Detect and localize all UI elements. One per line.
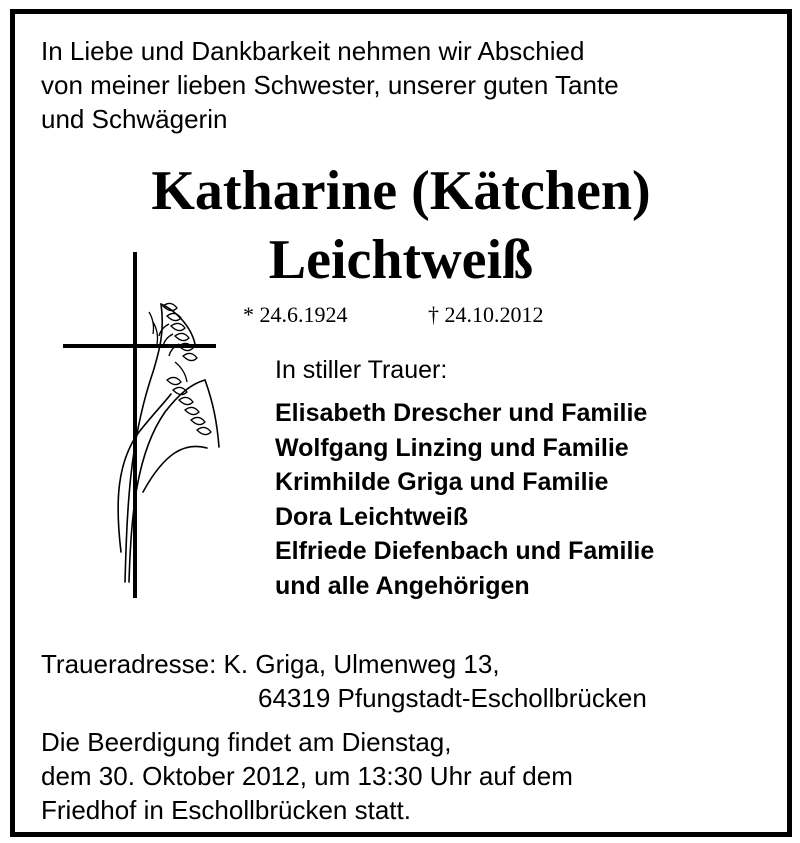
- mourner-list: [275, 396, 654, 603]
- funeral-line: dem 30. Oktober 2012, um 13:30 Uhr auf dem: [41, 761, 573, 791]
- mourner-name: Elisabeth Drescher und Familie: [275, 399, 648, 427]
- mourner-name: Elfriede Diefenbach und Familie: [275, 537, 655, 565]
- obituary-card: [10, 9, 792, 837]
- intro-line: In Liebe und Dankbarkeit nehmen wir Abschied: [41, 36, 585, 66]
- deceased-name-last: Leichtweiß: [268, 229, 534, 291]
- death-date: † 24.10.2012: [428, 302, 544, 327]
- address-line: Traueradresse: K. Griga, Ulmenweg 13,: [41, 649, 500, 679]
- intro-line: von meiner lieben Schwester, unserer guten Tante: [41, 70, 619, 100]
- funeral-line: Die Beerdigung findet am Dienstag,: [41, 727, 452, 757]
- mourner-name: und alle Angehörigen: [275, 571, 530, 600]
- funeral-line: Friedhof in Eschollbrücken statt.: [41, 795, 411, 825]
- mourning-label: In stiller Trauer:: [275, 356, 448, 384]
- birth-date: * 24.6.1924: [243, 302, 348, 327]
- mourner-name: Wolfgang Linzing und Familie: [275, 433, 629, 462]
- cross-with-wheat-icon: [55, 252, 230, 602]
- deceased-name-first: Katharine (Kätchen): [151, 160, 651, 222]
- intro-text: [41, 34, 619, 136]
- funeral-notice: [41, 725, 573, 827]
- intro-line: und Schwägerin: [41, 104, 228, 134]
- mourner-name: Dora Leichtweiß: [275, 502, 469, 531]
- mourning-address: [41, 647, 647, 715]
- address-line: 64319 Pfungstadt-Eschollbrücken: [258, 683, 647, 713]
- mourner-name: Krimhilde Griga und Familie: [275, 468, 609, 496]
